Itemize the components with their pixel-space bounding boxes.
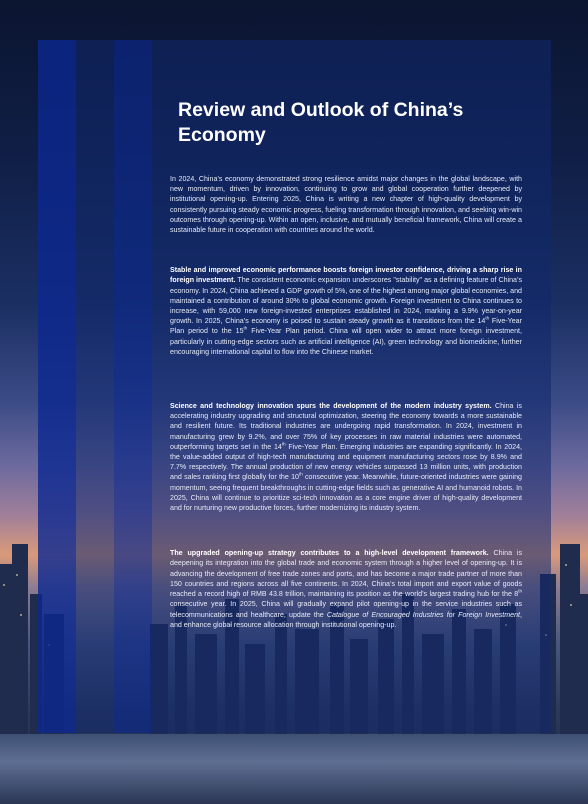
section-paragraph: The upgraded opening-up strategy contributes to a high-level development framework. China is deepening its integration into the global trade and economic system through a higher level of opening-up. It is advancing the development of free trade zones and ports, and has become a major trade partner of more than 150 countries and regions across all five continents. In 2024, China’s total import and export value of goods reached a record high of RMB 43.8 trillion, maintaining its position as the world’s largest trading hub for the 8th consecutive year. In 2025, China will gradually expand pilot opening-up in the service industries such as telecommunications and healthcare, update the Catalogue of Encouraged Industries for Foreign Investment, and enhance global resource allocation through institutional opening-up. — [170, 549, 522, 629]
intro-paragraph: In 2024, China’s economy demonstrated strong resilience amidst major changes in the global landscape, with new momentum, driven by innovation, continuing to grow and global cooperation further deepened by institutional opening-up. Entering 2025, China is writing a new chapter of high-quality development by consistently pursuing steady economic progress, fueling transformation through innovation, and seeking win-win outcomes through opening-up. Within an open, inclusive, and mutually beneficial framework, China will create a sustainable future in cooperation with countries around the world. — [170, 175, 522, 235]
overlay-stripe — [114, 40, 152, 733]
section-paragraph: Stable and improved economic performance boosts foreign investor confidence, driving a sharp rise in foreign investment. The consistent economic expansion underscores "stability" as a defining feature of China’s economy. In 2024, China achieved a GDP growth of 5%, one of the highest among major global economies, and maintained a contribution of around 30% to global economic growth. Foreign investment to China continues to increase, with 59,000 new foreign-invested enterprises established in 2024, marking a 9.9% year-on-year growth. In 2025, China’s economy is poised to sustain steady growth as it transitions from the 14th Five-Year Plan period to the 15th Five-Year Plan period. China will open wider to attract more foreign investment, particularly in cutting-edge sectors such as artificial intelligence (AI), green technology and biomedicine, further encouraging international capital to flow into the Chinese market. — [170, 266, 522, 356]
section-heading: Stable and improved economic performance boosts foreign investor confidence, driving a sharp rise in foreign investment. — [170, 266, 522, 285]
overlay-stripe — [38, 40, 76, 733]
article — [170, 98, 522, 630]
page-title: Review and Outlook of China’s Economy — [178, 99, 464, 146]
section-heading: Science and technology innovation spurs the development of the modern industry system. — [170, 402, 492, 411]
section-paragraph: Science and technology innovation spurs the development of the modern industry system. China is accelerating industry upgrading and structural optimization, steering the economy towards a more sustainable and resilient future. Its traditional industries are undergoing rapid transformation. In 2024, investment in manufacturing grew by 9.2%, and over 75% of key processes in raw material industries were automated, outperforming targets set in the 14th Five-Year Plan. Emerging industries are expanding significantly. In 2024, the value-added output of high-tech manufacturing and equipment manufacturing sectors rose by 8.9% and 7.7% respectively. The annual production of new energy vehicles surpassed 13 million units, with production and sales ranking first globally for the 10th consecutive year. Meanwhile, future-oriented industries were gaining momentum, seeing frequent breakthroughs in cutting-edge fields such as generative AI and humanoid robots. In 2025, China will continue to prioritize sci-tech innovation as a core engine driver of high-quality development and for nurturing new productive forces, further modernizing its industry system. — [170, 402, 523, 513]
section-heading: The upgraded opening-up strategy contributes to a high-level development framework. — [170, 549, 489, 558]
river-image — [0, 734, 588, 804]
